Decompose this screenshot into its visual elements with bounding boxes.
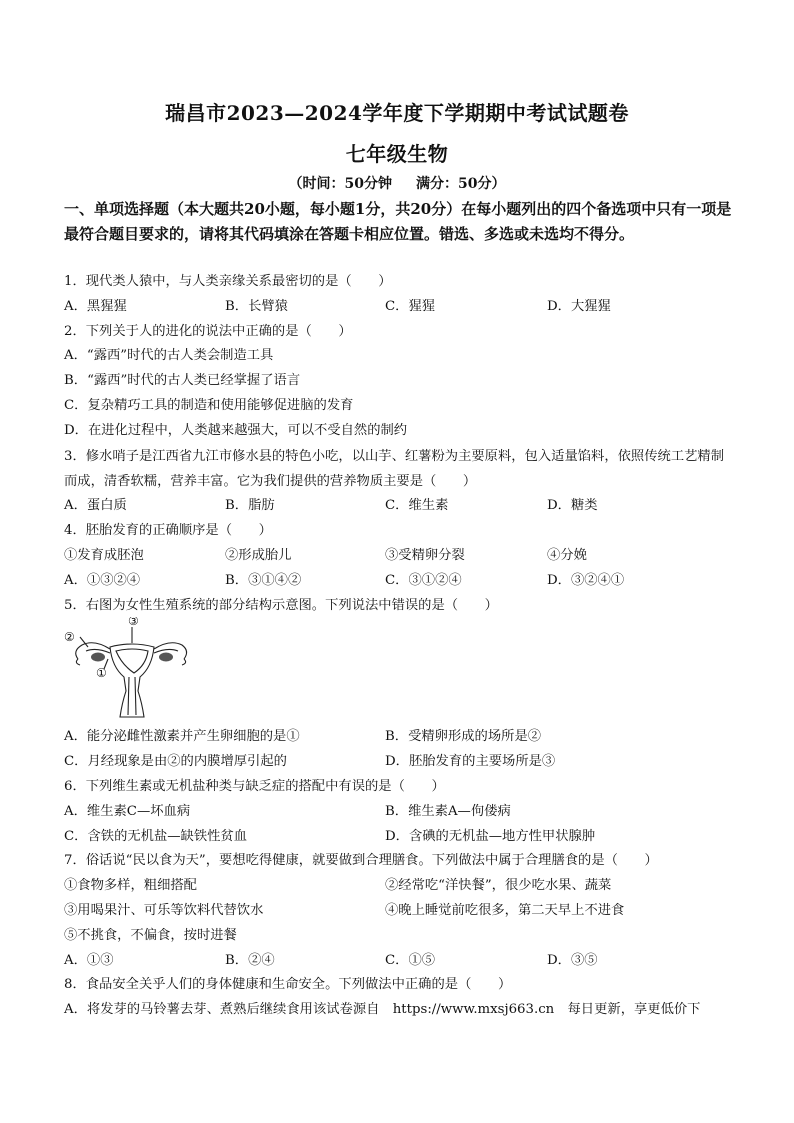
exam-meta [0, 173, 794, 193]
full-score: 满分：50分） [416, 176, 506, 192]
q7-statement-4: ④晚上睡觉前吃很多，第二天早上不进食 [385, 903, 625, 918]
q4-option-c: C．③①②④ [385, 573, 462, 588]
figure-label-2: ② [64, 630, 75, 644]
q4-option-b: B．③①④② [225, 573, 302, 588]
q1-option-c: C．猩猩 [385, 299, 436, 314]
q7-statement-2: ②经常吃“洋快餐”，很少吃水果、蔬菜 [385, 878, 612, 893]
q6-option-b: B．维生素A—佝偻病 [385, 804, 511, 819]
q7-option-a: A．①③ [64, 953, 114, 968]
q5-stem: 5．右图为女性生殖系统的部分结构示意图。下列说法中错误的是（ ） [64, 598, 498, 613]
q4-step-4: ④分娩 [547, 548, 587, 563]
exam-subject: 七年级生物 [345, 142, 449, 166]
q3-option-c: C．维生素 [385, 498, 449, 513]
q6-option-a: A．维生素C—坏血病 [64, 804, 191, 819]
q2-option-a: A．“露西”时代的古人类会制造工具 [64, 348, 274, 363]
q7-statement-5: ⑤不挑食，不偏食，按时进餐 [64, 928, 237, 943]
q5-option-c: C．月经现象是由②的内膜增厚引起的 [64, 754, 287, 769]
q2-option-c: C．复杂精巧工具的制造和使用能够促进脑的发育 [64, 398, 354, 413]
q6-stem: 6．下列维生素或无机盐种类与缺乏症的搭配中有误的是（ ） [64, 779, 445, 794]
figure-label-3: ③ [128, 617, 139, 628]
q7-option-d: D．③⑤ [547, 953, 598, 968]
q7-stem: 7．俗话说“民以食为天”，要想吃得健康，就要做到合理膳食。下列做法中属于合理膳食的是（ ） [64, 853, 658, 868]
q4-step-1: ①发育成胚泡 [64, 548, 144, 563]
q6-option-d: D．含碘的无机盐—地方性甲状腺肿 [385, 829, 596, 844]
q5-option-d: D．胚胎发育的主要场所是③ [385, 754, 556, 769]
time-limit: （时间：50分钟 [288, 176, 392, 192]
q7-option-b: B．②④ [225, 953, 275, 968]
q4-option-a: A．①③②④ [64, 573, 141, 588]
q2-option-d: D．在进化过程中，人类越来越强大，可以不受自然的制约 [64, 423, 408, 438]
q1-option-a: A．黑猩猩 [64, 299, 127, 314]
q3-option-d: D．糖类 [547, 498, 598, 513]
q2-stem: 2．下列关于人的进化的说法中正确的是（ ） [64, 324, 352, 339]
section-heading: 一、单项选择题（本大题共20小题，每小题1分，共20分）在每小题列出的四个备选项中只有一项是最符合题目要求的，请将其代码填涂在答题卡相应位置。错选、多选或未选均不得分。 [64, 200, 732, 243]
q7-statement-3: ③用喝果汁、可乐等饮料代替饮水 [64, 903, 264, 918]
q4-step-3: ③受精卵分裂 [385, 548, 465, 563]
figure-label-1: ① [96, 666, 107, 680]
q1-stem: 1．现代类人猿中，与人类亲缘关系最密切的是（ ） [64, 274, 392, 289]
q1-option-b: B．长臂猿 [225, 299, 288, 314]
q4-option-d: D．③②④① [547, 573, 625, 588]
q3-stem: 3．修水哨子是江西省九江市修水县的特色小吃，以山芋、红薯粉为主要原料，包入适量馅料，依照传统工艺精制而成，清香软糯，营养丰富。它为我们提供的营养物质主要是（ ） [64, 449, 725, 489]
q6-option-c: C．含铁的无机盐—缺铁性贫血 [64, 829, 248, 844]
left-ovary-shape [91, 653, 105, 662]
q5-option-a: A．能分泌雌性激素并产生卵细胞的是① [64, 729, 300, 744]
uterus-diagram [62, 617, 192, 723]
exam-title: 瑞昌市2023—2024学年度下学期期中考试试题卷 [165, 101, 629, 125]
q2-option-b: B．“露西”时代的古人类已经掌握了语言 [64, 373, 301, 388]
q5-option-b: B．受精卵形成的场所是② [385, 729, 542, 744]
q7-option-c: C．①⑤ [385, 953, 436, 968]
q1-option-d: D．大猩猩 [547, 299, 611, 314]
q7-statement-1: ①食物多样，粗细搭配 [64, 878, 197, 893]
right-ovary-shape [159, 653, 173, 662]
reproductive-system-figure [62, 617, 192, 723]
q8-option-a: A．将发芽的马铃薯去芽、煮熟后继续食用该试卷源自 https://www.mxsj663.cn 每日更新，享更低价下 [64, 1002, 701, 1017]
q3-option-a: A．蛋白质 [64, 498, 127, 513]
q3-option-b: B．脂肪 [225, 498, 275, 513]
q8-stem: 8．食品安全关乎人们的身体健康和生命安全。下列做法中正确的是（ ） [64, 977, 512, 992]
q4-step-2: ②形成胎儿 [225, 548, 292, 563]
q4-stem: 4．胚胎发育的正确顺序是（ ） [64, 523, 272, 538]
